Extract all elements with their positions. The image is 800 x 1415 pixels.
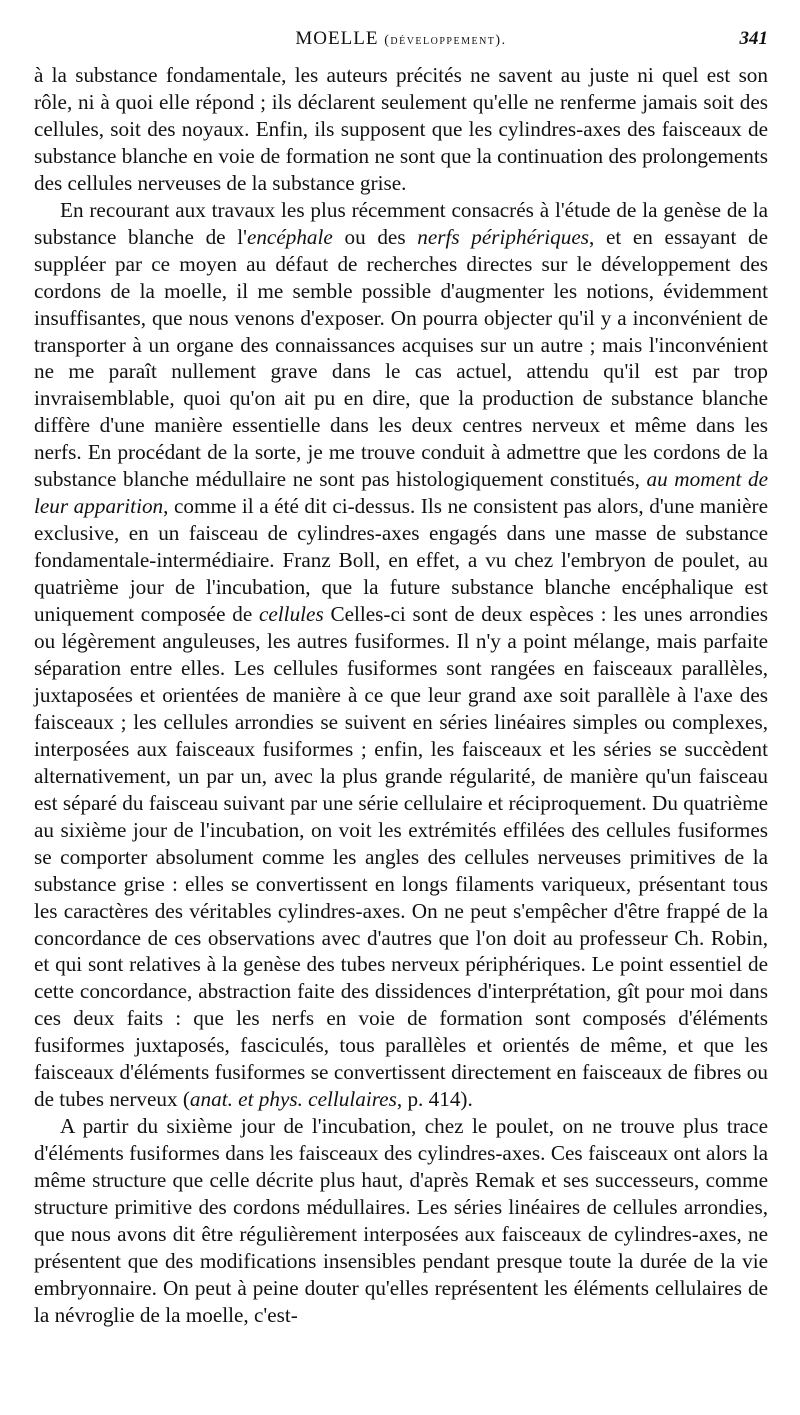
body-text [34, 62, 768, 1329]
paragraph-2-italic-apparition: au moment de leur apparition [34, 467, 768, 519]
page-number: 341 [739, 28, 768, 49]
running-title-sub: (développement). [384, 33, 507, 48]
paragraph-2-text-3: , et en essayant de suppléer par ce moyen au défaut de recherches directes sur le développement des cordons de la moelle, il me semble possible d'augmenter les notions, évidemment insuffisantes, que nous venons d'exposer. On pourra objecter qu'il y a inconvénient de transporter à un organe des connaissances acquises sur un autre ; mais l'inconvénient ne me paraît nullement grave dans le cas actuel, attendu qu'il est par trop invraisemblable, quoi qu'on ait pu en dire, que la production de substance blanche diffère d'une manière essentielle dans les deux centres nerveux et même dans les nerfs. En procédant de la sorte, je me trouve conduit à admettre que les cordons de la substance blanche médullaire ne sont pas histologiquement constitués, [34, 224, 768, 492]
page [34, 28, 768, 1329]
paragraph-2-italic-encephale: encéphale [246, 224, 333, 249]
paragraph-2 [34, 197, 768, 1113]
paragraph-2-text-1: En recourant aux travaux les plus récemment consacrés à l'étude de la genèse de la substance blanche de l' [34, 197, 768, 249]
paragraph-2-text-6: , p. 414). [396, 1087, 473, 1112]
paragraph-2-text-5: Celles-ci sont de deux espèces : les unes arrondies ou légèrement anguleuses, les autres fusiformes. Il n'y a point mélange, mais parfaite séparation entre elles. Les cellules fusiformes sont rangées en faisceaux parallèles, juxtaposées et orientées de manière à ce que leur grand axe soit parallèle à l'axe des faisceaux ; les cellules arrondies se suivent en séries linéaires simples ou complexes, interposées aux faisceaux fusiformes ; enfin, les faisceaux et les séries se succèdent alternativement, un par un, avec la plus grande régularité, de manière qu'un faisceau est séparé du faisceau suivant par une série cellulaire et réciproquement. Du quatrième au sixième jour de l'incubation, on voit les extrémités effilées des cellules fusiformes se comporter absolument comme les angles des cellules nerveuses primitives de la substance grise : elles se convertissent en longs filaments variqueux, présentant tous les caractères des véritables cylindres-axes. On ne peut s'empêcher d'être frappé de la concordance de ces observations avec d'autres que l'on doit au professeur Ch. Robin, et qui sont relatives à la genèse des tubes nerveux périphériques. Le point essentiel de cette concordance, abstraction faite des dissidences d'interprétation, gît pour moi dans ces deux faits : que les nerfs en voie de formation sont composés d'éléments fusiformes juxtaposés, fasciculés, tous parallèles et orientés de même, et que les faisceaux d'éléments fusiformes se convertissent directement en faisceaux de fibres ou de tubes nerveux ( [34, 602, 768, 1112]
running-title [34, 28, 768, 50]
paragraph-3: A partir du sixième jour de l'incubation, chez le poulet, on ne trouve plus trace d'éléments fusiformes dans les faisceaux des cylindres-axes. Ces faisceaux ont alors la même structure que celle décrite plus haut, d'après Remak et ses successeurs, comme structure primitive des cordons médullaires. Les séries linéaires de cellules arrondies, que nous avons dit être régulièrement interposées aux faisceaux de cylindres-axes, ne présentent que des modifications insensibles pendant presque toute la durée de la vie embryonnaire. On peut à peine douter qu'elles représentent les éléments cellulaires de la névroglie de la moelle, c'est- [34, 1114, 768, 1327]
running-title-main: MOELLE [295, 28, 379, 49]
paragraph-2-text-4: , comme il a été dit ci-dessus. Ils ne consistent pas alors, d'une manière exclusive, en un faisceau de cylindres-axes engagés dans une masse de substance fondamentale-intermédiaire. Franz Boll, en effet, a vu chez l'embryon de poulet, au quatrième jour de l'incubation, que la future substance blanche encéphalique est uniquement composée de [34, 494, 769, 627]
paragraph-1: à la substance fondamentale, les auteurs précités ne savent au juste ni quel est son rôle, ni à quoi elle répond ; ils déclarent seulement qu'elle ne renferme jamais soit des cellules, soit des noyaux. Enfin, ils supposent que les cylindres-axes des faisceaux de substance blanche en voie de formation ne sont que la continuation des prolongements des cellules nerveuses de la substance grise. [34, 63, 768, 195]
paragraph-2-italic-cellules: cellules [258, 602, 324, 627]
running-header [34, 28, 768, 56]
paragraph-2-text-2: ou des [332, 224, 418, 249]
paragraph-2-italic-nerfs: nerfs périphériques [417, 224, 589, 249]
paragraph-2-italic-citation: anat. et phys. cellulaires [189, 1087, 397, 1112]
